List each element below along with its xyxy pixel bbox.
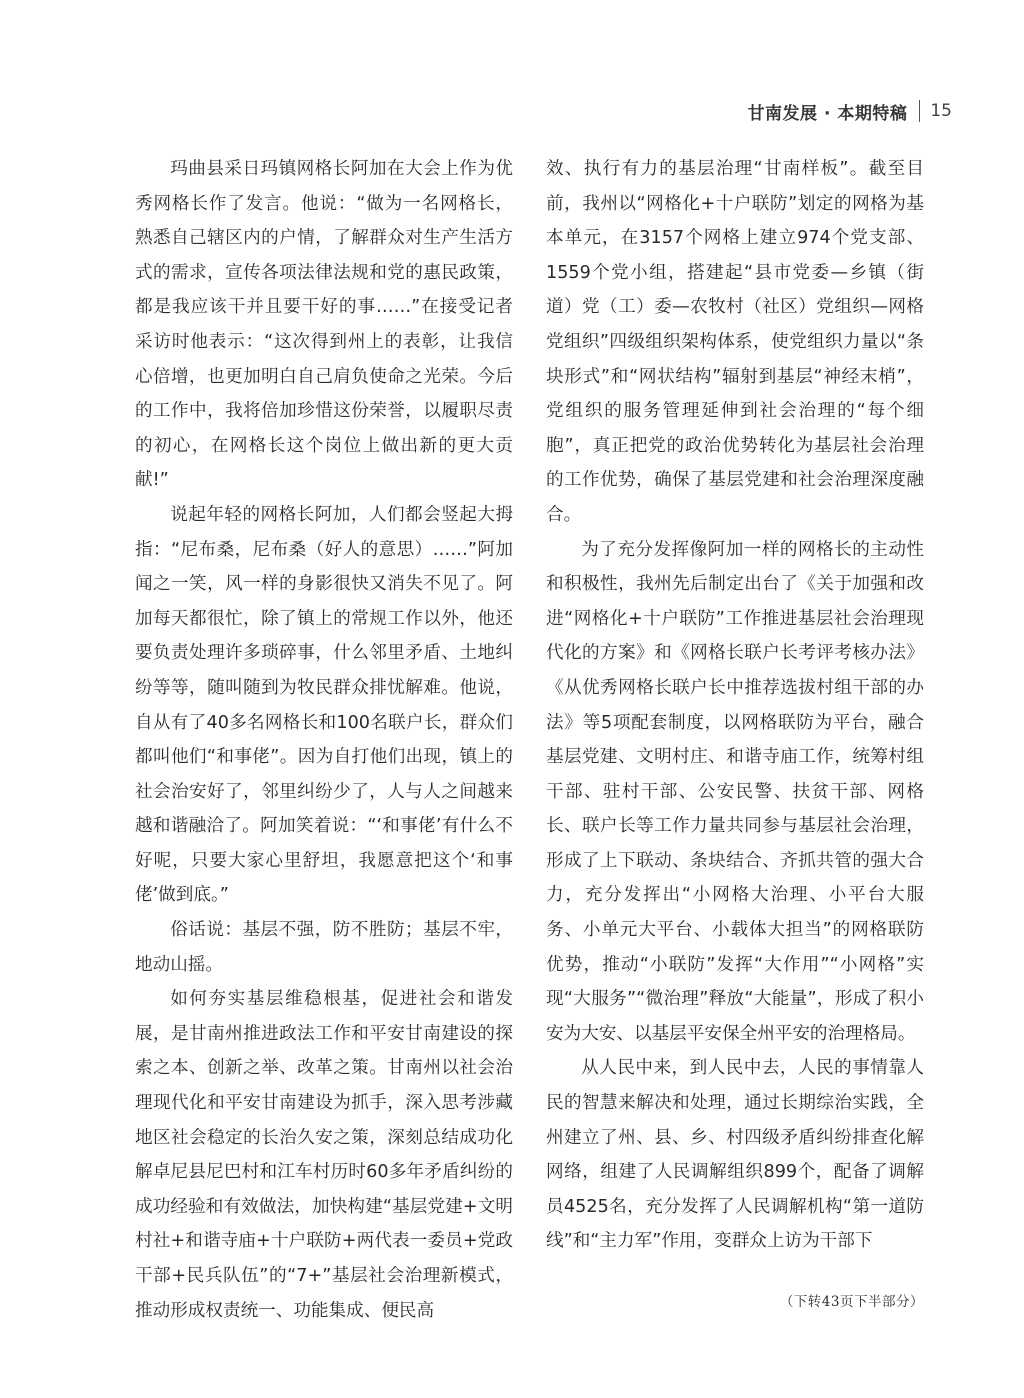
paragraph: 从人民中来，到人民中去，人民的事情靠人民的智慧来解决和处理，通过长期综治实践，全州建立了州、县、乡、村四级矛盾纠纷排查化解网络，组建了人民调解组织899个，配备了调解员4525名，充分发挥了人民调解机构“第一道防线”和“主力军”作用，变群众上访为干部下 <box>546 1058 924 1252</box>
continuation-note: （下转43页下半部分） <box>779 1294 924 1310</box>
paragraph: 说起年轻的网格长阿加，人们都会竖起大拇指：“尼布桑，尼布桑（好人的意思）……”阿加闻之一笑，风一样的身影很快又消失不见了。阿加每天都很忙，除了镇上的常规工作以外，他还要负责处理许多琐碎事，什么邻里矛盾、土地纠纷等等，随叫随到为牧民群众排忧解难。他说，自从有了40多名网格长和100名联户长，群众们都叫他们“和事佬”。因为自打他们出现，镇上的社会治安好了，邻里纠纷少了，人与人之间越来越和谐融洽了。阿加笑着说：“‘和事佬’有什么不好呢，只要大家心里舒坦，我愿意把这个‘和事佬’做到底。” <box>135 504 513 906</box>
paragraph: 俗话说：基层不强，防不胜防；基层不牢，地动山摇。 <box>135 920 513 975</box>
page-header <box>748 98 952 124</box>
paragraph-continued: 效、执行有力的基层治理“甘南样板”。截至目前，我州以“网格化+十户联防”划定的网格为基本单元，在3157个网格上建立974个党支部、1559个党小组，搭建起“县市党委—乡镇（街道）党（工）委—农牧村（社区）党组织—网格党组织”四级组织架构体系，使党组织力量以“条块形式”和“网状结构”辐射到基层“神经末梢”，党组织的服务管理延伸到社会治理的“每个细胞”，真正把党的政治优势转化为基层社会治理的工作优势，确保了基层党建和社会治理深度融合。 <box>546 159 924 525</box>
paragraph: 为了充分发挥像阿加一样的网格长的主动性和积极性，我州先后制定出台了《关于加强和改进“网格化+十户联防”工作推进基层社会治理现代化的方案》和《网格长联户长考评考核办法》《从优秀网格长联户长中推荐选拔村组干部的办法》等5项配套制度，以网格联防为平台，融合基层党建、文明村庄、和谐寺庙工作，统筹村组干部、驻村干部、公安民警、扶贫干部、网格长、联户长等工作力量共同参与基层社会治理，形成了上下联动、条块结合、齐抓共管的强大合力，充分发挥出“小网格大治理、小平台大服务、小单元大平台、小载体大担当”的网格联防优势，推动“小联防”发挥“大作用”“小网格”实现“大服务”“微治理”释放“大能量”，形成了积小安为大安、以基层平安保全州平安的治理格局。 <box>546 539 924 1044</box>
section-title: 甘南发展 · 本期特稿 <box>747 103 908 124</box>
paragraph: 如何夯实基层维稳根基，促进社会和谐发展，是甘南州推进政法工作和平安甘南建设的探索之本、创新之举、改革之策。甘南州以社会治理现代化和平安甘南建设为抓手，深入思考涉藏地区社会稳定的长治久安之策，深刻总结成功化解卓尼县尼巴村和江车村历时60多年矛盾纠纷的成功经验和有效做法，加快构建“基层党建+文明村社+和谐寺庙+十户联防+两代表一委员+党政干部+民兵队伍”的“7+”基层社会治理新模式，推动形成权责统一、功能集成、便民高 <box>135 989 513 1321</box>
right-column <box>546 152 924 1259</box>
paragraph: 玛曲县采日玛镇网格长阿加在大会上作为优秀网格长作了发言。他说：“做为一名网格长，熟悉自己辖区内的户情，了解群众对生产生活方式的需求，宣传各项法律法规和党的惠民政策，都是我应该干并且要干好的事……”在接受记者采访时他表示：“这次得到州上的表彰，让我信心倍增，也更加明白自己肩负使命之光荣。今后的工作中，我将倍加珍惜这份荣誉，以履职尽责的初心，在网格长这个岗位上做出新的更大贡献!” <box>135 159 513 491</box>
header-divider <box>919 100 920 122</box>
page-number: 15 <box>930 101 952 121</box>
left-column <box>135 152 513 1328</box>
